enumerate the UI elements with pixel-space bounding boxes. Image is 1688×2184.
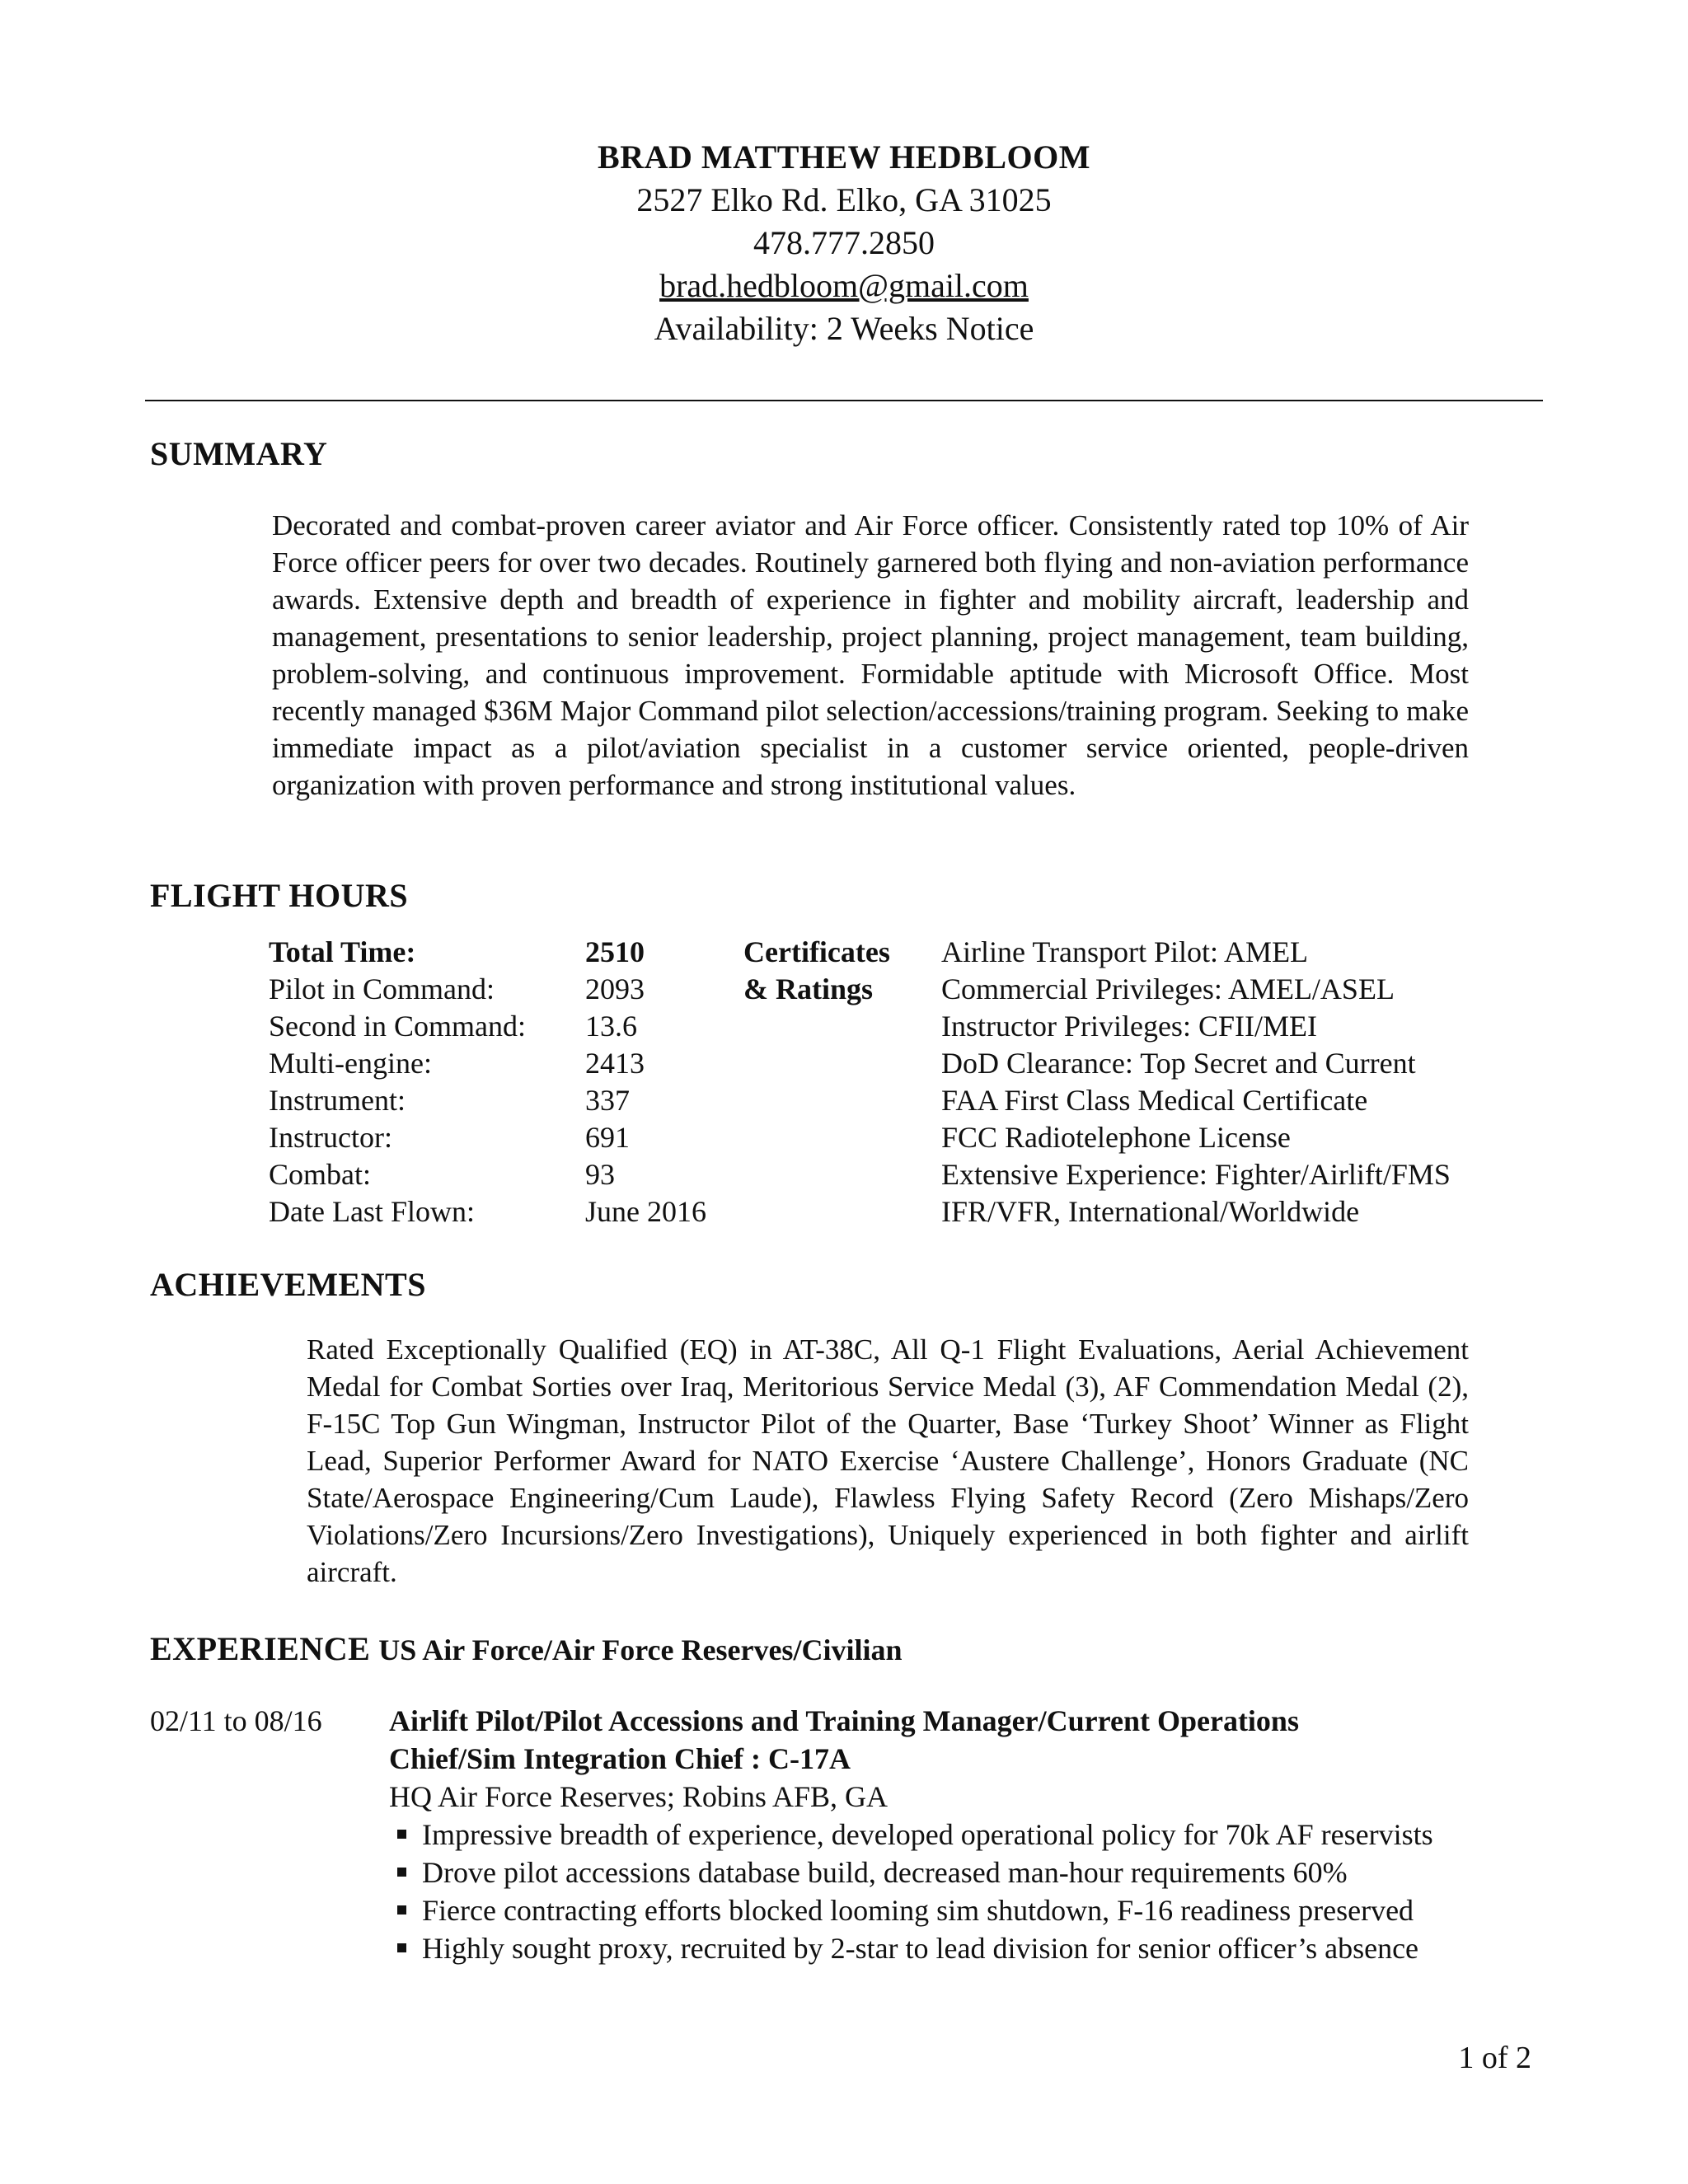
- hours-value: 691: [585, 1121, 630, 1154]
- list-item: [397, 1891, 1559, 1929]
- list-item: [397, 1929, 1559, 1967]
- certificate-item: IFR/VFR, International/Worldwide: [941, 1195, 1360, 1228]
- certificate-item: DoD Clearance: Top Secret and Current: [941, 1047, 1416, 1080]
- certificate-item: Airline Transport Pilot: AMEL: [941, 935, 1309, 968]
- certificate-item: Instructor Privileges: CFII/MEI: [941, 1010, 1317, 1043]
- certificate-item: Extensive Experience: Fighter/Airlift/FMS: [941, 1158, 1451, 1191]
- hours-value: 2413: [585, 1047, 645, 1080]
- hours-label: Combat:: [269, 1158, 371, 1191]
- job-title-line2: Chief/Sim Integration Chief : C-17A: [389, 1742, 851, 1775]
- hours-value: 2510: [585, 935, 645, 968]
- achievements-text: Rated Exceptionally Qualified (EQ) in AT-38C, All Q-1 Flight Evaluations, Aerial Achievement Medal for Combat Sorties over Iraq, Meritorious Service Medal (3), AF Commendation Medal (2), F-15C Top Gun Wingman, Instructor Pilot of the Quarter, Base ‘Turkey Shoot’ Winner as Flight Lead, Superior Performer Award for NATO Exercise ‘Austere Challenge’, Honors Graduate (NC State/Aerospace Engineering/Cum Laude), Flawless Flying Safety Record (Zero Mishaps/Zero Violations/Zero Incursions/Zero Investigations), Uniquely experienced in both fighter and airlift aircraft.: [307, 1333, 1469, 1588]
- header-divider: [145, 400, 1543, 401]
- certificate-item: FCC Radiotelephone License: [941, 1121, 1291, 1154]
- bullet-text: Fierce contracting efforts blocked looming sim shutdown, F-16 readiness preserved: [422, 1894, 1414, 1927]
- ratings-label: & Ratings: [743, 972, 874, 1005]
- hours-label: Multi-engine:: [269, 1047, 432, 1080]
- candidate-name: BRAD MATTHEW HEDBLOOM: [598, 138, 1090, 176]
- certificate-item: Commercial Privileges: AMEL/ASEL: [941, 972, 1395, 1005]
- certificate-item: FAA First Class Medical Certificate: [941, 1084, 1368, 1117]
- experience-title: EXPERIENCE: [150, 1630, 371, 1667]
- list-item: [397, 1854, 1559, 1891]
- hours-value: 337: [585, 1084, 630, 1117]
- bullet-square-icon: [397, 1905, 406, 1915]
- flight-hours-heading: FLIGHT HOURS: [150, 877, 409, 914]
- page-number: 1 of 2: [1458, 2041, 1531, 2075]
- experience-subtitle: US Air Force/Air Force Reserves/Civilian: [378, 1633, 903, 1666]
- bullet-text: Drove pilot accessions database build, decreased man-hour requirements 60%: [422, 1856, 1348, 1889]
- job-details: [389, 1702, 1559, 1967]
- hours-label: Date Last Flown:: [269, 1195, 475, 1228]
- experience-heading: [150, 1629, 902, 1670]
- hours-value: 13.6: [585, 1010, 637, 1043]
- job-dates: 02/11 to 08/16: [150, 1704, 322, 1737]
- job-organization: HQ Air Force Reserves; Robins AFB, GA: [389, 1780, 888, 1813]
- bullet-text: Highly sought proxy, recruited by 2-star to lead division for senior officer’s absence: [422, 1932, 1419, 1965]
- summary-heading: SUMMARY: [150, 435, 328, 472]
- address: 2527 Elko Rd. Elko, GA 31025: [636, 181, 1052, 218]
- certificates-label: Certificates: [743, 935, 890, 968]
- list-item: [397, 1816, 1559, 1854]
- hours-label: Pilot in Command:: [269, 972, 495, 1005]
- hours-value: 2093: [585, 972, 645, 1005]
- contact-header: [0, 136, 1688, 350]
- hours-label: Instrument:: [269, 1084, 406, 1117]
- phone-number: 478.777.2850: [753, 224, 935, 261]
- hours-label: Total Time:: [269, 935, 416, 968]
- hours-label: Second in Command:: [269, 1010, 526, 1043]
- bullet-square-icon: [397, 1943, 406, 1952]
- email-link[interactable]: brad.hedbloom@gmail.com: [659, 267, 1029, 304]
- bullet-text: Impressive breadth of experience, developed operational policy for 70k AF reservists: [422, 1818, 1433, 1851]
- bullet-square-icon: [397, 1868, 406, 1877]
- job-title-line1: Airlift Pilot/Pilot Accessions and Training Manager/Current Operations: [389, 1704, 1299, 1737]
- job-bullets: [389, 1816, 1559, 1967]
- availability: Availability: 2 Weeks Notice: [654, 310, 1034, 347]
- hours-label: Instructor:: [269, 1121, 392, 1154]
- bullet-square-icon: [397, 1830, 406, 1839]
- hours-value: 93: [585, 1158, 615, 1191]
- hours-value: June 2016: [585, 1195, 706, 1228]
- achievements-heading: ACHIEVEMENTS: [150, 1266, 426, 1303]
- summary-text: Decorated and combat-proven career aviator and Air Force officer. Consistently rated top 10% of Air Force officer peers for over two decades. Routinely garnered both flying and non-aviation performance awards. Extensive depth and breadth of experience in fighter and mobility aircraft, leadership and management, presentations to senior leadership, project planning, project management, team building, problem-solving, and continuous improvement. Formidable aptitude with Microsoft Office. Most recently managed $36M Major Command pilot selection/accessions/training program. Seeking to make immediate impact as a pilot/aviation specialist in a customer service oriented, people-driven organization with proven performance and strong institutional values.: [272, 509, 1469, 801]
